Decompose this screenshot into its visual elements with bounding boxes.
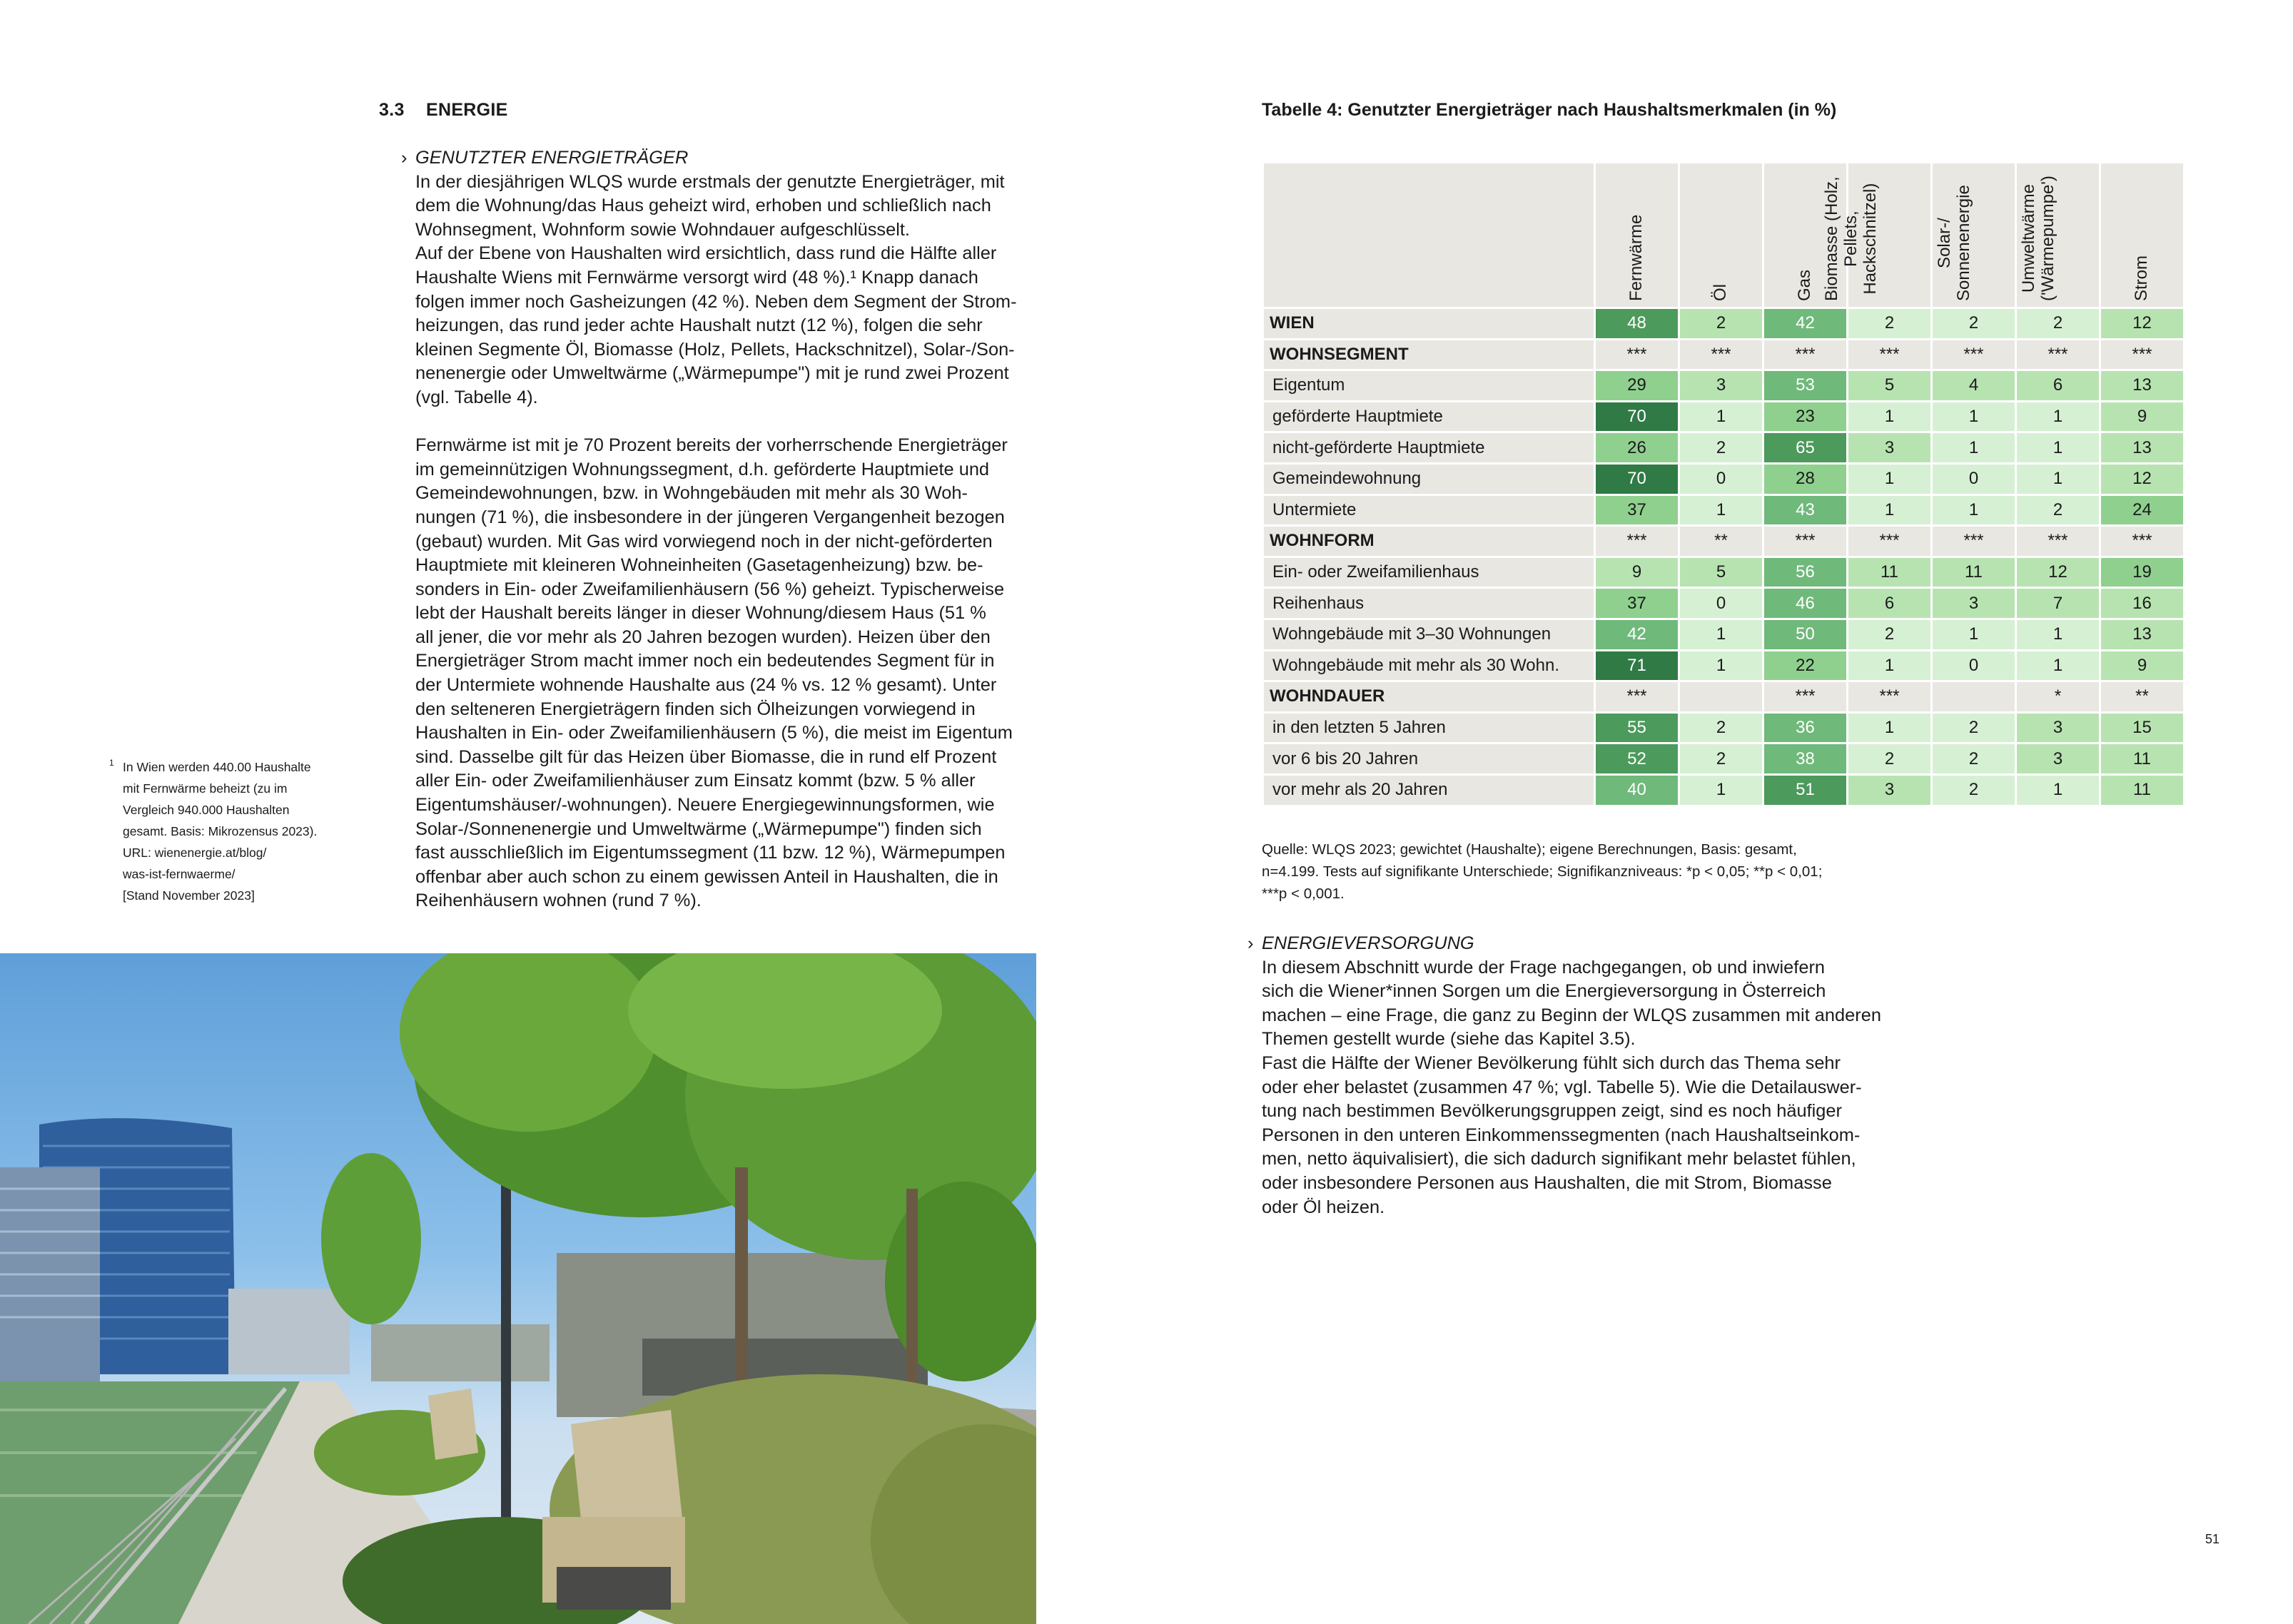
text-line: Hauptmiete mit kleineren Wohneinheiten (Gasetagenheizung) bzw. be- (415, 555, 983, 576)
value-cell: 40 (1595, 774, 1679, 806)
text-line: In der diesjährigen WLQS wurde erstmals der genutzte Energieträger, mit (415, 171, 1005, 192)
row-label: WOHNFORM (1263, 526, 1595, 557)
column-header-line: Öl (1710, 284, 1730, 301)
value-cell: 16 (2100, 588, 2185, 619)
significance-cell: *** (2100, 526, 2185, 557)
column-header (1595, 163, 1679, 308)
text-line: sonders in Ein- oder Zweifamilienhäusern (56 %) geheizt. Typischerweise (415, 579, 1005, 599)
value-cell: 2 (2016, 308, 2100, 340)
value-cell: 5 (1848, 370, 1932, 402)
text-line: Solar-/Sonnenenergie und Umweltwärme („Wärmepumpe") finden sich (415, 818, 982, 839)
value-cell: 24 (2100, 494, 2185, 526)
column-header-label (2132, 255, 2151, 301)
value-cell: 1 (1848, 494, 1932, 526)
value-cell: 0 (1679, 463, 1763, 494)
value-cell: 2 (1932, 774, 2016, 806)
text-line: machen – eine Frage, die ganz zu Beginn der WLQS zusammen mit anderen (1262, 1005, 1881, 1025)
value-cell: 56 (1763, 557, 1848, 588)
value-cell: 11 (2100, 744, 2185, 775)
text-line: sind. Dasselbe gilt für das Heizen über Biomasse, die in rund elf Prozent (415, 746, 997, 767)
value-cell: 6 (2016, 370, 2100, 402)
significance-cell: *** (1595, 339, 1679, 370)
value-cell: 43 (1763, 494, 1848, 526)
value-cell: 2 (1848, 744, 1932, 775)
text-line: oder eher belastet (zusammen 47 %; vgl. Tabelle 5). Wie die Detailauswer- (1262, 1077, 1862, 1097)
row-label: WIEN (1263, 308, 1595, 340)
text-line: den selteneren Energieträgern finden sich Ölheizungen vorwiegend in (415, 699, 976, 719)
value-cell: 12 (2100, 463, 2185, 494)
value-cell: 3 (1848, 432, 1932, 464)
row-label: vor mehr als 20 Jahren (1263, 774, 1595, 806)
table-category-row (1263, 681, 2185, 713)
text-line: aller Ein- oder Zweifamilienhäuser zum Einsatz kommt (bzw. 5 % aller (415, 771, 976, 791)
value-cell: 1 (1679, 774, 1763, 806)
value-cell: 11 (1932, 557, 2016, 588)
value-cell: 11 (1848, 557, 1932, 588)
table-source-note (1262, 838, 1876, 905)
table-category-row (1263, 308, 2185, 340)
row-label: Untermiete (1263, 494, 1595, 526)
table-header-row (1263, 163, 2185, 308)
table-category-row (1263, 339, 2185, 370)
value-cell: 1 (1848, 401, 1932, 432)
text-line: Auf der Ebene von Haushalten wird ersichtlich, dass rund die Hälfte aller (415, 243, 997, 264)
text-line: folgen immer noch Gasheizungen (42 %). Neben dem Segment der Strom- (415, 291, 1017, 312)
supply-text (1247, 932, 1883, 1219)
value-cell: 2 (1679, 744, 1763, 775)
value-cell: 15 (2100, 712, 2185, 744)
value-cell: 1 (2016, 774, 2100, 806)
column-header-label (2019, 176, 2057, 301)
footnote-line: URL: wienenergie.at/blog/ (123, 846, 267, 860)
significance-cell: *** (2016, 526, 2100, 557)
value-cell: 1 (1679, 650, 1763, 681)
value-cell: 2 (1848, 308, 1932, 340)
value-cell: 28 (1763, 463, 1848, 494)
significance-cell: *** (1848, 526, 1932, 557)
source-line: n=4.199. Tests auf signifikante Unterschiede; Signifikanzniveaus: *p < 0,05; **p < 0,01; (1262, 863, 1823, 880)
value-cell: 1 (1848, 712, 1932, 744)
footnote-line: Vergleich 940.000 Haushalten (123, 803, 290, 817)
value-cell: 6 (1848, 588, 1932, 619)
value-cell: 1 (2016, 401, 2100, 432)
significance-cell: *** (1848, 681, 1932, 713)
row-label: Ein- oder Zweifamilienhaus (1263, 557, 1595, 588)
row-label: WOHNDAUER (1263, 681, 1595, 713)
column-header-label (1822, 176, 1880, 301)
column-header-line: Biomasse (Holz, (1821, 176, 1841, 301)
value-cell: 22 (1763, 650, 1848, 681)
source-line: ***p < 0,001. (1262, 885, 1345, 902)
significance-cell: *** (2100, 339, 2185, 370)
column-header (2016, 163, 2100, 308)
column-header-label (1626, 215, 1646, 301)
value-cell: 1 (2016, 650, 2100, 681)
text-line: Reihenhäusern wohnen (rund 7 %). (415, 890, 702, 911)
value-cell: 12 (2100, 308, 2185, 340)
value-cell: 42 (1595, 619, 1679, 650)
value-cell: 37 (1595, 588, 1679, 619)
value-cell: 3 (2016, 712, 2100, 744)
column-header-line: Hackschnitzel) (1860, 183, 1880, 295)
column-header (1932, 163, 2016, 308)
paragraph-1 (415, 171, 1036, 410)
significance-cell (1679, 681, 1763, 713)
value-cell: 3 (1679, 370, 1763, 402)
value-cell: 42 (1763, 308, 1848, 340)
value-cell: 1 (1932, 432, 2016, 464)
value-cell: 1 (2016, 619, 2100, 650)
value-cell: 50 (1763, 619, 1848, 650)
chevron-right-icon: › (1247, 933, 1254, 953)
column-header-line: Umweltwärme (2018, 184, 2038, 293)
value-cell: 2 (1848, 619, 1932, 650)
significance-cell: * (2016, 681, 2100, 713)
value-cell: 9 (2100, 650, 2185, 681)
text-line: Energieträger Strom macht immer noch ein bedeutendes Segment für in (415, 651, 995, 671)
value-cell: 1 (2016, 432, 2100, 464)
column-header-line: Pellets, (1841, 210, 1861, 267)
value-cell: 9 (2100, 401, 2185, 432)
value-cell: 2 (1679, 712, 1763, 744)
value-cell: 65 (1763, 432, 1848, 464)
value-cell: 0 (1932, 463, 2016, 494)
page-number: 51 (2205, 1532, 2220, 1546)
significance-cell: *** (1763, 526, 1848, 557)
value-cell: 2 (1679, 432, 1763, 464)
subheading-label: GENUTZTER ENERGIETRÄGER (415, 148, 689, 168)
value-cell: 1 (1848, 650, 1932, 681)
value-cell: 1 (2016, 463, 2100, 494)
value-cell: 36 (1763, 712, 1848, 744)
value-cell: 46 (1763, 588, 1848, 619)
text-line: (gebaut) wurden. Mit Gas wird vorwiegend noch in der nicht-geförderten (415, 531, 993, 552)
footnote (109, 756, 326, 906)
text-line: sich die Wiener*innen Sorgen um die Energieversorgung in Österreich (1262, 981, 1826, 1002)
text-line: Themen gestellt wurde (siehe das Kapitel 3.5). (1262, 1029, 1636, 1050)
paragraph-2 (415, 434, 1036, 913)
text-line: all jener, die vor mehr als 20 Jahren bezogen wurden). Heizen über den (415, 626, 991, 647)
significance-cell: ** (2100, 681, 2185, 713)
value-cell: 0 (1932, 650, 2016, 681)
row-label: geförderte Hauptmiete (1263, 401, 1595, 432)
table-row (1263, 650, 2185, 681)
text-line: Haushalte Wiens mit Fernwärme versorgt wird (48 %).¹ Knapp danach (415, 267, 978, 288)
column-header (2100, 163, 2185, 308)
paragraph-gap (415, 410, 1036, 435)
text-line: im gemeinnützigen Wohnungssegment, d.h. geförderte Hauptmiete und (415, 459, 990, 479)
column-header-line: Sonnenenergie (1953, 185, 1973, 301)
row-label: Wohngebäude mit 3–30 Wohnungen (1263, 619, 1595, 650)
text-line: oder Öl heizen. (1262, 1197, 1385, 1217)
table-header-blank (1263, 163, 1595, 308)
value-cell: 2 (1932, 712, 2016, 744)
column-header-line: Strom (2131, 255, 2151, 301)
column-header-line: Gas (1794, 269, 1814, 301)
column-header-line: Solar-/ (1934, 218, 1954, 268)
significance-cell: *** (1763, 681, 1848, 713)
significance-cell (1932, 681, 2016, 713)
table-row (1263, 494, 2185, 526)
column-header-label (1711, 284, 1730, 301)
column-header (1821, 163, 1932, 308)
value-cell: 12 (2016, 557, 2100, 588)
text-line: kleinen Segmente Öl, Biomasse (Holz, Pellets, Hackschnitzel), Solar-/Son- (415, 339, 1015, 360)
table-body (1263, 308, 2185, 806)
footnote-line: was-ist-fernwaerme/ (123, 867, 236, 881)
text-line: Haushalten in Ein- oder Zweifamilienhäusern (5 %), die meist im Eigentum (415, 723, 1013, 744)
chevron-right-icon: › (401, 148, 408, 168)
value-cell: 2 (2016, 494, 2100, 526)
row-label: Eigentum (1263, 370, 1595, 402)
text-line: Eigentumshäuser/-wohnungen). Neuere Energiegewinnungsformen, wie (415, 795, 995, 816)
footnote-number: 1 (109, 758, 114, 768)
table-category-row (1263, 526, 2185, 557)
energy-table (1262, 161, 2185, 807)
significance-cell: *** (1679, 339, 1763, 370)
value-cell: 70 (1595, 401, 1679, 432)
row-label: Reihenhaus (1263, 588, 1595, 619)
value-cell: 1 (1848, 463, 1932, 494)
text-line: Personen in den unteren Einkommenssegmenten (nach Haushaltseinkom- (1262, 1125, 1861, 1145)
source-line: Quelle: WLQS 2023; gewichtet (Haushalte); eigene Berechnungen, Basis: gesamt, (1262, 841, 1797, 858)
table-title: Tabelle 4: Genutzter Energieträger nach Haushaltsmerkmalen (in %) (1262, 100, 1837, 120)
value-cell: 55 (1595, 712, 1679, 744)
subheading-label: ENERGIEVERSORGUNG (1262, 933, 1474, 953)
table-row (1263, 432, 2185, 464)
text-line: lebt der Haushalt bereits länger in dieser Wohnung/diesem Haus (51 % (415, 603, 986, 624)
value-cell: 1 (1679, 401, 1763, 432)
value-cell: 71 (1595, 650, 1679, 681)
significance-cell: *** (1595, 526, 1679, 557)
row-label: Wohngebäude mit mehr als 30 Wohn. (1263, 650, 1595, 681)
value-cell: 26 (1595, 432, 1679, 464)
text-line: offenbar aber auch schon zu einem gewissen Anteil in Haushalten, die in (415, 866, 998, 887)
value-cell: 3 (1848, 774, 1932, 806)
subheading-energieversorgung (1247, 932, 1883, 956)
significance-cell: *** (1595, 681, 1679, 713)
value-cell: 2 (1932, 744, 2016, 775)
value-cell: 1 (1679, 619, 1763, 650)
footnote-line: gesamt. Basis: Mikrozensus 2023). (123, 824, 318, 838)
value-cell: 29 (1595, 370, 1679, 402)
value-cell: 1 (1932, 494, 2016, 526)
table-row (1263, 557, 2185, 588)
table-row (1263, 744, 2185, 775)
footnote-line: In Wien werden 440.00 Haushalte (123, 760, 311, 774)
value-cell: 2 (1932, 308, 2016, 340)
text-line: Gemeindewohnungen, bzw. in Wohngebäuden mit mehr als 30 Woh- (415, 483, 968, 504)
value-cell: 11 (2100, 774, 2185, 806)
column-header-line: ('Wärmepumpe') (2038, 176, 2057, 301)
significance-cell: ** (1679, 526, 1763, 557)
value-cell: 23 (1763, 401, 1848, 432)
value-cell: 0 (1679, 588, 1763, 619)
promenade-photo (0, 953, 1036, 1624)
text-line: tung nach bestimmen Bevölkerungsgruppen zeigt, sind es noch häufiger (1262, 1101, 1843, 1122)
table-row (1263, 588, 2185, 619)
column-header-line: Fernwärme (1626, 214, 1646, 301)
value-cell: 13 (2100, 619, 2185, 650)
value-cell: 5 (1679, 557, 1763, 588)
column-header-label (1935, 185, 1973, 301)
value-cell: 52 (1595, 744, 1679, 775)
text-line: men, netto äquivalisiert), die sich dadurch signifikant mehr belastet fühlen, (1262, 1149, 1856, 1169)
value-cell: 53 (1763, 370, 1848, 402)
photo-illustration (0, 953, 1036, 1624)
paragraph-3 (1262, 956, 1883, 1220)
subheading-energietraeger (401, 146, 1036, 171)
text-line: (vgl. Tabelle 4). (415, 387, 538, 407)
column-header-label (1795, 270, 1814, 301)
row-label: Gemeindewohnung (1263, 463, 1595, 494)
text-line: Fast die Hälfte der Wiener Bevölkerung fühlt sich durch das Thema sehr (1262, 1052, 1841, 1073)
row-label: nicht-geförderte Hauptmiete (1263, 432, 1595, 464)
value-cell: 70 (1595, 463, 1679, 494)
table-row (1263, 619, 2185, 650)
significance-cell: *** (1848, 339, 1932, 370)
value-cell: 1 (1932, 619, 2016, 650)
table-row (1263, 463, 2185, 494)
value-cell: 3 (2016, 744, 2100, 775)
value-cell: 4 (1932, 370, 2016, 402)
value-cell: 13 (2100, 432, 2185, 464)
text-line: nungen (71 %), die insbesondere in der jüngeren Vergangenheit bezogen (415, 507, 1005, 527)
value-cell: 19 (2100, 557, 2185, 588)
value-cell: 1 (1932, 401, 2016, 432)
text-line: Wohnsegment, Wohnform sowie Wohndauer aufgeschlüsselt. (415, 219, 910, 240)
footnote-line: [Stand November 2023] (123, 888, 255, 903)
footnote-line: mit Fernwärme beheizt (zu im (123, 781, 288, 796)
value-cell: 48 (1595, 308, 1679, 340)
table-row (1263, 370, 2185, 402)
value-cell: 9 (1595, 557, 1679, 588)
text-line: fast ausschließlich im Eigentumssegment (11 bzw. 12 %), Wärmepumpen (415, 843, 1006, 863)
row-label: vor 6 bis 20 Jahren (1263, 744, 1595, 775)
value-cell: 3 (1932, 588, 2016, 619)
row-label: in den letzten 5 Jahren (1263, 712, 1595, 744)
significance-cell: *** (1932, 339, 2016, 370)
text-line: dem die Wohnung/das Haus geheizt wird, erhoben und schließlich nach (415, 196, 991, 216)
text-line: Fernwärme ist mit je 70 Prozent bereits der vorherrschende Energieträger (415, 435, 1008, 456)
text-line: In diesem Abschnitt wurde der Frage nachgegangen, ob und inwiefern (1262, 957, 1826, 978)
table-row (1263, 401, 2185, 432)
significance-cell: *** (2016, 339, 2100, 370)
section-heading (379, 100, 508, 121)
value-cell: 2 (1679, 308, 1763, 340)
text-line: oder insbesondere Personen aus Haushalten, die mit Strom, Biomasse (1262, 1172, 1832, 1193)
column-header (1679, 163, 1763, 308)
value-cell: 38 (1763, 744, 1848, 775)
text-line: der Untermiete wohnende Haushalte aus (24 % vs. 12 % gesamt). Unter (415, 675, 997, 696)
value-cell: 51 (1763, 774, 1848, 806)
section-title: ENERGIE (426, 100, 508, 120)
text-line: heizungen, das rund jeder achte Haushalt nutzt (12 %), folgen die sehr (415, 315, 983, 336)
table-row (1263, 712, 2185, 744)
footnote-text (123, 756, 326, 906)
section-number: 3.3 (379, 100, 405, 120)
value-cell: 1 (1679, 494, 1763, 526)
significance-cell: *** (1763, 339, 1848, 370)
text-line: nenenergie oder Umweltwärme („Wärmepumpe") mit je rund zwei Prozent (415, 363, 1009, 384)
significance-cell: *** (1932, 526, 2016, 557)
value-cell: 37 (1595, 494, 1679, 526)
table-row (1263, 774, 2185, 806)
value-cell: 13 (2100, 370, 2185, 402)
intro-text (401, 146, 1036, 913)
value-cell: 7 (2016, 588, 2100, 619)
row-label: WOHNSEGMENT (1263, 339, 1595, 370)
